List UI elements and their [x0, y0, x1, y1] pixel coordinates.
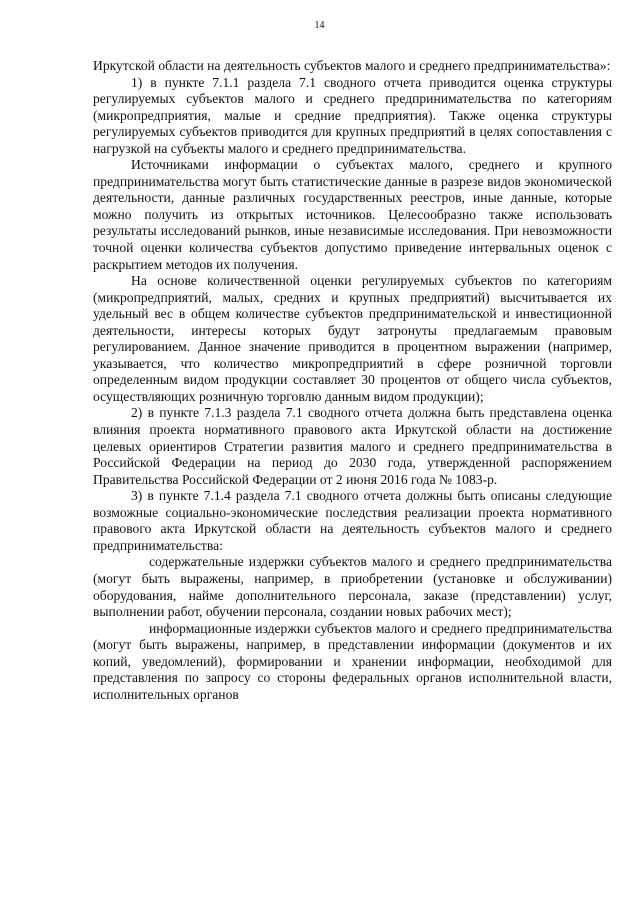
- paragraph-item-1: 1) в пункте 7.1.1 раздела 7.1 сводного отчета приводится оценка структуры регулируемых субъектов малого и среднего предпринимательства по категориям (микропредприятия, малые и средние предприятия). Также оценка структуры регулируемых субъектов приводится для крупных предприятий в целях сопоставления с нагрузкой на субъекты малого и среднего предпринимательства.: [93, 74, 612, 156]
- document-body: [93, 58, 612, 703]
- paragraph-information-costs: информационные издержки субъектов малого и среднего предпринимательства (могут быть выражены, например, в представлении информации (документов и их копий, уведомлений), формировании и хранении информации, необходимой для представления по запросу со стороны федеральных органов исполнительной власти, исполнительных органов: [93, 620, 612, 702]
- paragraph-substantive-costs: содержательные издержки субъектов малого и среднего предпринимательства (могут быть выражены, например, в приобретении (установке и обслуживании) оборудования, найме дополнительного персонала, заказе (представлении) услуг, выполнении работ, обучении персонала, создании новых рабочих мест);: [93, 554, 612, 620]
- paragraph-item-2: 2) в пункте 7.1.3 раздела 7.1 сводного отчета должна быть представлена оценка влияния проекта нормативного правового акта Иркутской области на достижение целевых ориентиров Стратегии развития малого и среднего предпринимательства в Российской Федерации на период до 2030 года, утвержденной распоряжением Правительства Российской Федерации от 2 июня 2016 года № 1083-р.: [93, 405, 612, 487]
- paragraph-sources: Источниками информации о субъектах малого, среднего и крупного предпринимательства могут быть статистические данные в разрезе видов экономической деятельности, данные различных государственных реестров, иные данные, которые можно получить из открытых источников. Целесообразно также использовать результаты исследований рынков, иные независимые исследования. При невозможности точной оценки количества субъектов допустимо приведение интервальных оценок с раскрытием методов их получения.: [93, 157, 612, 272]
- paragraph-item-3: 3) в пункте 7.1.4 раздела 7.1 сводного отчета должны быть описаны следующие возможные социально-экономические последствия реализации проекта нормативного правового акта Иркутской области на деятельность субъектов малого и среднего предпринимательства:: [93, 488, 612, 553]
- page-number: 14: [314, 20, 325, 31]
- paragraph-quantitative-assessment: На основе количественной оценки регулируемых субъектов по категориям (микропредприятий, малых, средних и крупных предприятий) высчитывается их удельный вес в общем количестве субъектов предпринимательской и инвестиционной деятельности, интересы которых будут затронуты предлагаемым правовым регулированием. Данное значение приводится в процентном выражении (например, указывается, что количество микропредприятий в сфере розничной торговли определенным видом продукции составляет 30 процентов от общего числа субъектов, осуществляющих розничную торговлю данным видом продукции);: [93, 273, 612, 404]
- paragraph-continuation: Иркутской области на деятельность субъектов малого и среднего предпринимательства»:: [93, 58, 611, 73]
